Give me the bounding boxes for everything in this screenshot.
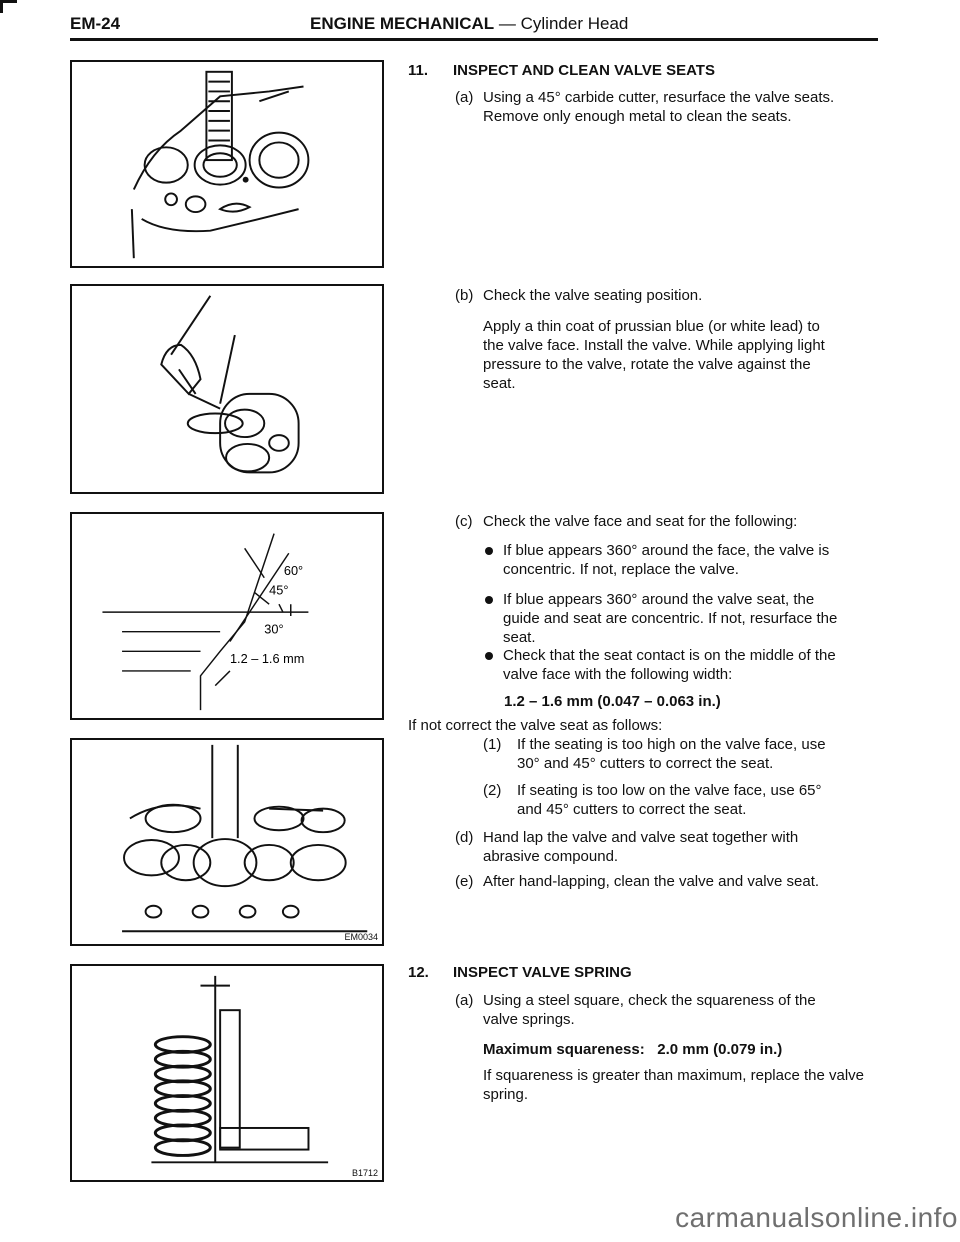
- hand-lapping-illustration: [72, 740, 382, 944]
- correction-2-line2: and 45° cutters to correct the seat.: [517, 801, 747, 818]
- seat-width-spec: 1.2 – 1.6 mm (0.047 – 0.063 in.): [504, 693, 721, 710]
- page-title-bold: ENGINE MECHANICAL: [310, 14, 495, 33]
- bullet-3-line1: Check that the seat contact is on the middle of the: [503, 647, 836, 664]
- angle-30-label: 30°: [264, 621, 284, 637]
- max-squareness: [483, 1040, 782, 1059]
- page-corner-mark: [0, 0, 17, 13]
- bullet-2-line1: If blue appears 360° around the valve seat, the: [503, 591, 815, 608]
- step-11b-line1: Check the valve seating position.: [483, 287, 703, 304]
- step-11c-line1: Check the valve face and seat for the following:: [483, 513, 798, 530]
- section-12-number: 12.: [408, 964, 429, 981]
- squareness-note-line1: If squareness is greater than maximum, replace the valve: [483, 1067, 865, 1084]
- step-11b-label: (b): [455, 287, 474, 304]
- step-11e-line1: After hand-lapping, clean the valve and valve seat.: [483, 873, 820, 890]
- step-11b-p2: the valve face. Install the valve. While applying light: [483, 337, 825, 354]
- bullet-1-dot: [485, 547, 493, 555]
- bullet-3-line2: valve face with the following width:: [503, 666, 733, 683]
- bullet-2-dot: [485, 596, 493, 604]
- step-12a-label: (a): [455, 992, 474, 1009]
- step-11a-line2: Remove only enough metal to clean the seats.: [483, 108, 792, 125]
- max-squareness-label: Maximum squareness:: [483, 1041, 645, 1058]
- step-11c-label: (c): [455, 513, 473, 530]
- figure-seat-angles: [70, 512, 384, 720]
- figure-valve-spring-square: [70, 964, 384, 1182]
- seat-width-label: 1.2 – 1.6 mm: [229, 651, 305, 667]
- correction-1-label: (1): [483, 736, 502, 753]
- correction-2-line1: If seating is too low on the valve face, use 65°: [517, 782, 822, 799]
- bullet-1-line2: concentric. If not, replace the valve.: [503, 561, 739, 578]
- angle-60-label: 60°: [283, 562, 304, 578]
- seat-angle-diagram: [72, 514, 382, 718]
- header-rule: [70, 38, 878, 41]
- step-11b-p1: Apply a thin coat of prussian blue (or white lead) to: [483, 318, 820, 335]
- correction-1-line1: If the seating is too high on the valve face, use: [517, 736, 826, 753]
- step-11b-p4: seat.: [483, 375, 516, 392]
- bullet-1-line1: If blue appears 360° around the face, the valve is: [503, 542, 830, 559]
- figure-valve-seating-check: [70, 284, 384, 494]
- step-11d-label: (d): [455, 829, 474, 846]
- valve-seat-cutter-illustration: [72, 62, 382, 266]
- figure-hand-lapping: [70, 738, 384, 946]
- step-11e-label: (e): [455, 873, 474, 890]
- squareness-note-line2: spring.: [483, 1086, 529, 1103]
- correction-intro: If not correct the valve seat as follows:: [408, 717, 663, 734]
- step-11a-line1: Using a 45° carbide cutter, resurface the valve seats.: [483, 89, 835, 106]
- angle-45-label: 45°: [269, 582, 289, 598]
- squareness-note: [483, 1066, 893, 1104]
- bullet-2-line2: guide and seat are concentric. If not, resurface the: [503, 610, 838, 627]
- page-title: [310, 14, 628, 34]
- section-11-number: 11.: [408, 62, 429, 79]
- page-title-rest: — Cylinder Head: [498, 14, 629, 33]
- max-squareness-value: 2.0 mm (0.079 in.): [657, 1041, 783, 1058]
- watermark: carmanualsonline.info: [675, 1202, 958, 1233]
- page-number: EM-24: [70, 14, 121, 33]
- bullet-2-line3: seat.: [503, 629, 536, 646]
- step-12a-line2: valve springs.: [483, 1011, 575, 1028]
- section-11-title: INSPECT AND CLEAN VALVE SEATS: [453, 62, 715, 79]
- page-header: [70, 14, 880, 36]
- step-11b-p3: pressure to the valve, rotate the valve against the: [483, 356, 811, 373]
- step-12a-line1: Using a steel square, check the squareness of the: [483, 992, 816, 1009]
- step-11a-label: (a): [455, 89, 474, 106]
- figure-valve-seat-cutter: [70, 60, 384, 268]
- bullet-3-dot: [485, 652, 493, 660]
- step-11d-line2: abrasive compound.: [483, 848, 619, 865]
- figure-code-b1712: B1712: [351, 1168, 378, 1178]
- valve-seating-illustration: [72, 286, 382, 492]
- figure-code-em0034: EM0034: [344, 932, 378, 942]
- step-11d-line1: Hand lap the valve and valve seat together with: [483, 829, 799, 846]
- valve-spring-illustration: [72, 966, 382, 1180]
- correction-2-label: (2): [483, 782, 502, 799]
- section-12-title: INSPECT VALVE SPRING: [453, 964, 632, 981]
- correction-1-line2: 30° and 45° cutters to correct the seat.: [517, 755, 774, 772]
